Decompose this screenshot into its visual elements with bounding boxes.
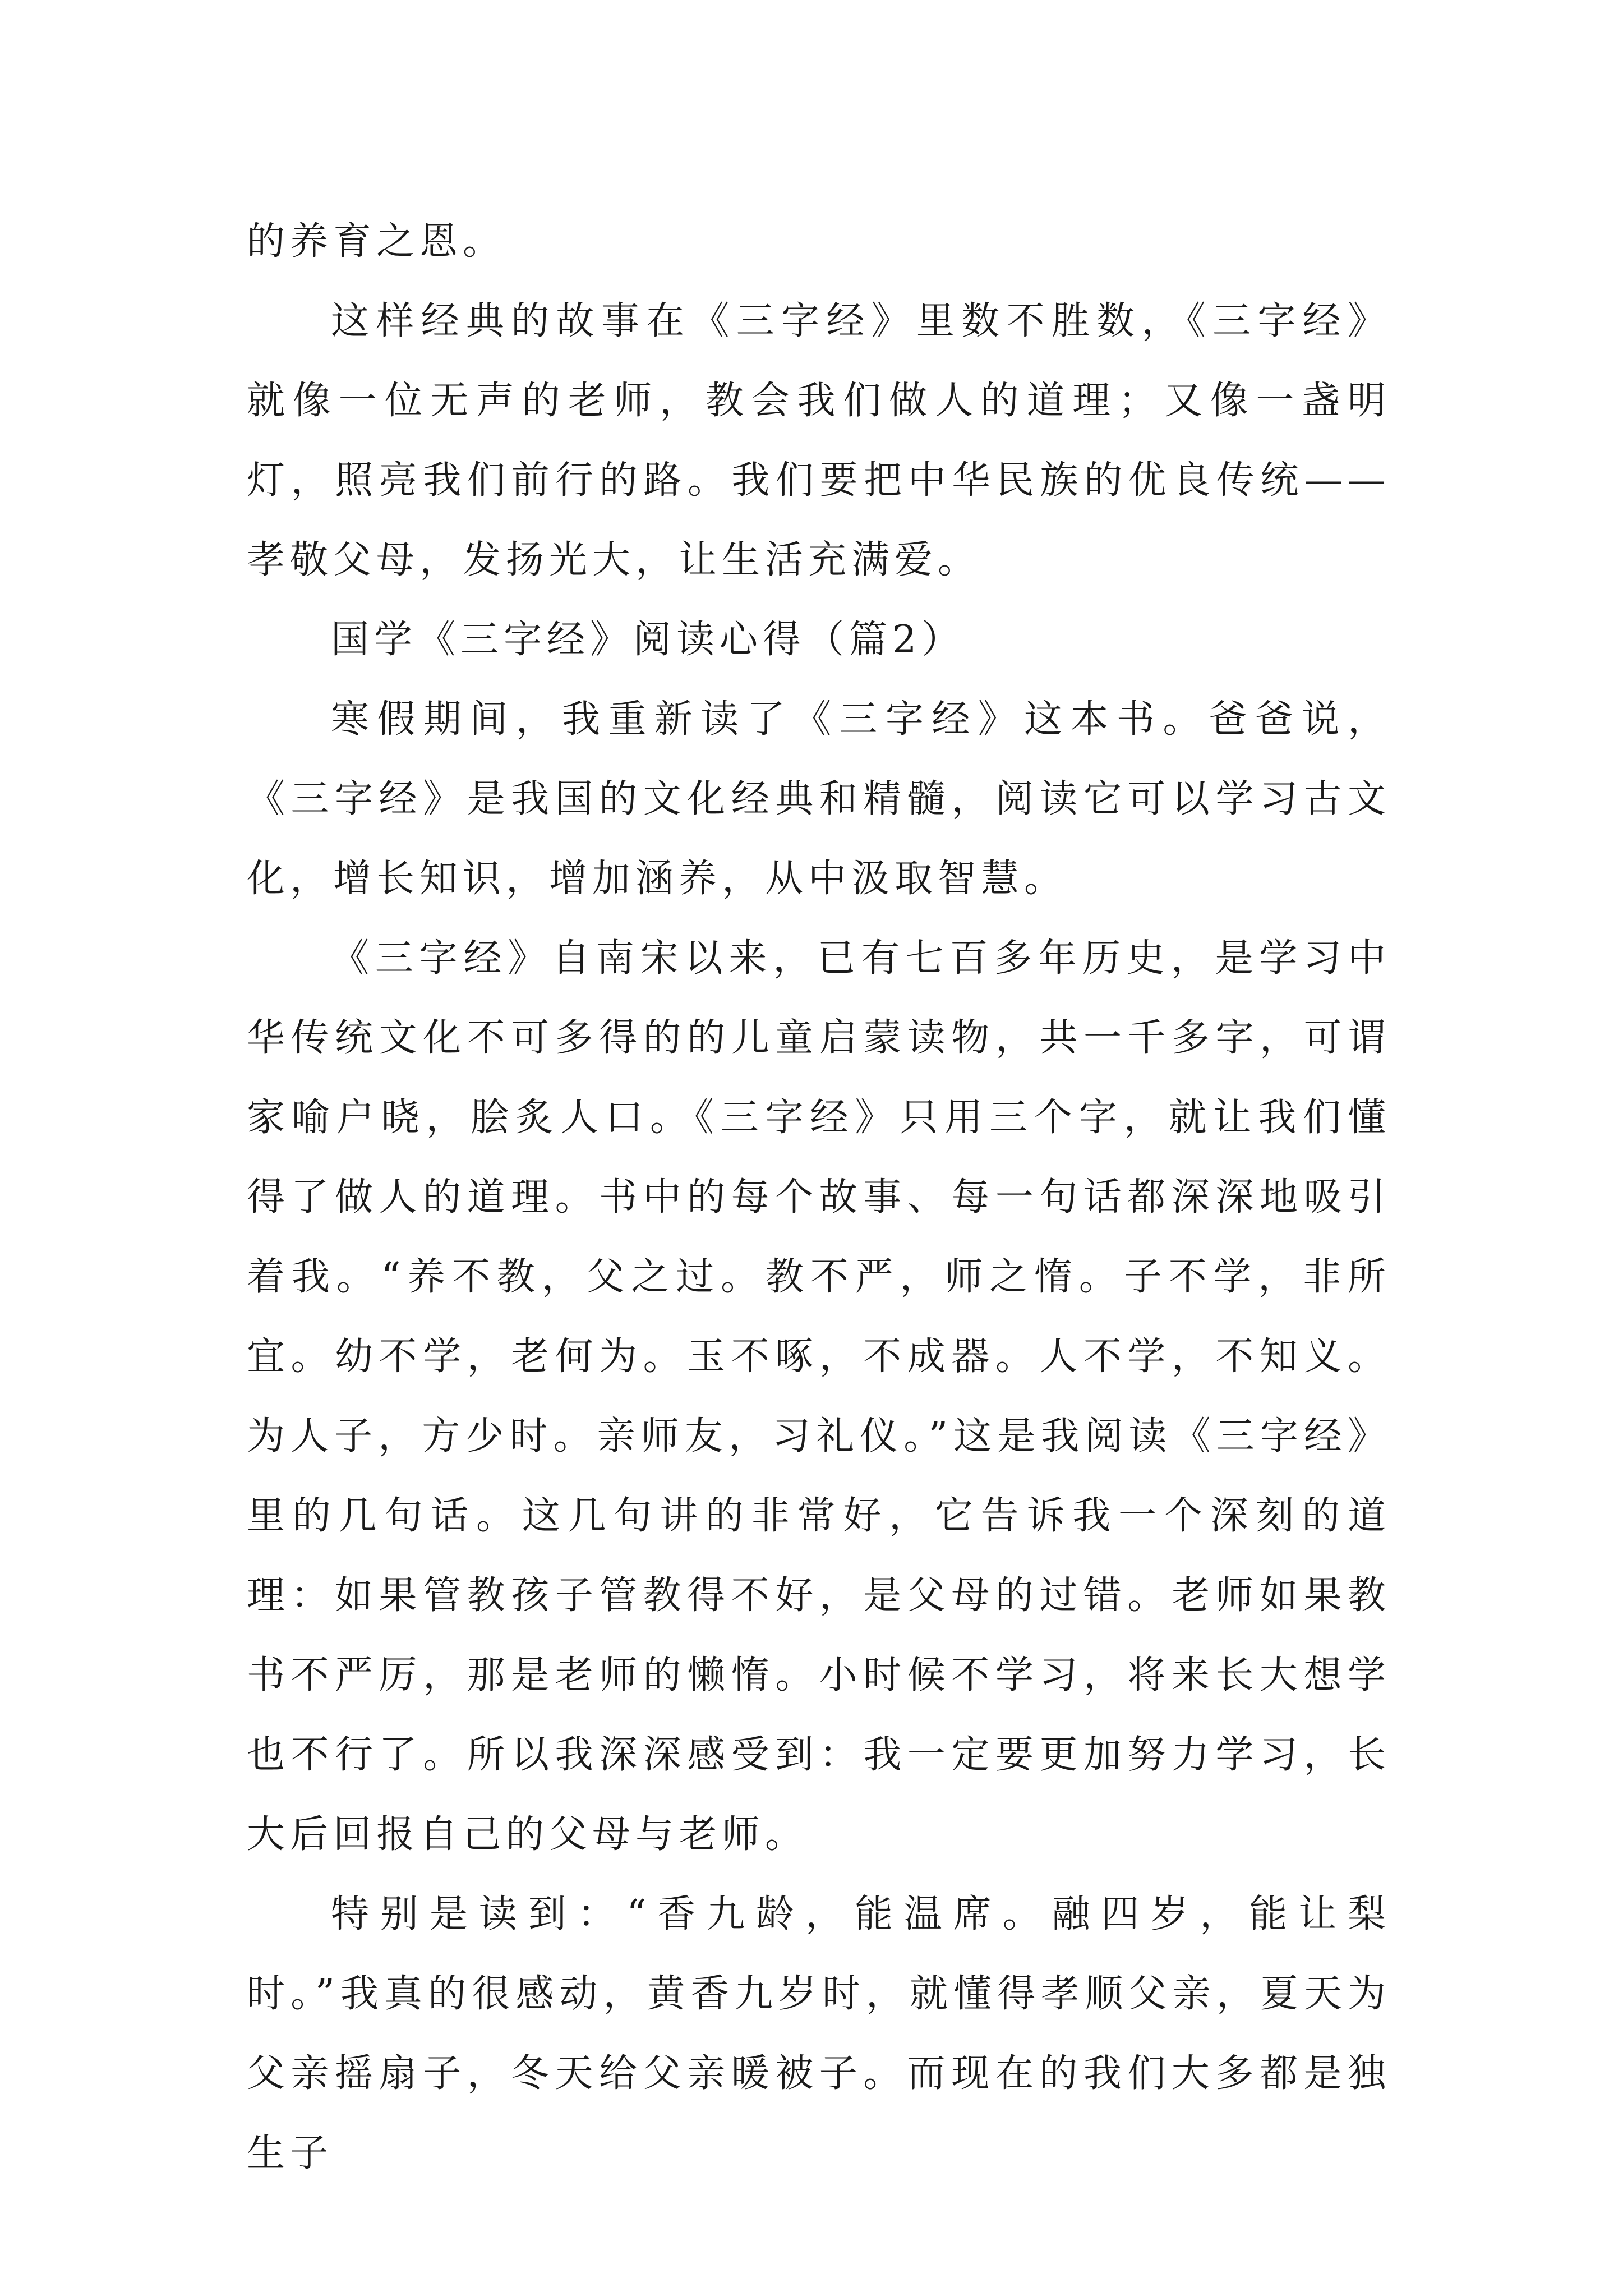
paragraph-continuation: 的养育之恩。 [247, 219, 506, 264]
section-heading: 国学《三字经》阅读心得（篇2） [331, 618, 965, 662]
document-body [247, 202, 1391, 2193]
paragraph-body: 这样经典的故事在《三字经》里数不胜数，《三字经》就像一位无声的老师，教会我们做人的道理；又像一盏明灯，照亮我们前行的路。我们要把中华民族的优良传统——孝敬父母，发扬光大，让生活充满爱。 [247, 299, 1391, 582]
paragraph-body: 特别是读到：“香九龄，能温席。融四岁，能让梨时。”我真的很感动，黄香九岁时，就懂得孝顺父亲，夏天为父亲摇扇子，冬天给父亲暖被子。而现在的我们大多都是独生子 [247, 1892, 1391, 2175]
paragraph-body: 《三字经》自南宋以来，已有七百多年历史，是学习中华传统文化不可多得的的儿童启蒙读物，共一千多字，可谓家喻户晓，脍炙人口。《三字经》只用三个字，就让我们懂得了做人的道理。书中的每个故事、每一句话都深深地吸引着我。“养不教，父之过。教不严，师之惰。子不学，非所宜。幼不学，老何为。玉不啄，不成器。人不学，不知义。为人子，方少时。亲师友，习礼仪。”这是我阅读《三字经》里的几句话。这几句讲的非常好，它告诉我一个深刻的道理：如果管教孩子管教得不好，是父母的过错。老师如果教书不严厉，那是老师的懒惰。小时候不学习，将来长大想学也不行了。所以我深深感受到：我一定要更加努力学习，长大后回报自己的父母与老师。 [247, 936, 1391, 1857]
paragraph-body: 寒假期间，我重新读了《三字经》这本书。爸爸说，《三字经》是我国的文化经典和精髓，阅读它可以学习古文化，增长知识，增加涵养，从中汲取智慧。 [247, 697, 1391, 901]
